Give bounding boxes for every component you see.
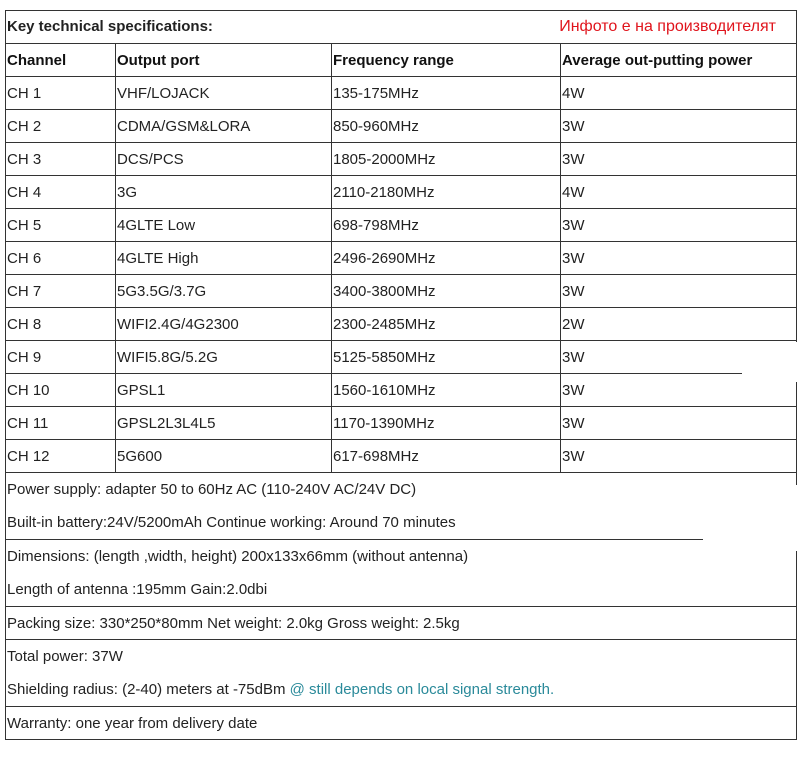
table-row (6, 77, 797, 110)
cell-power: 3W (561, 341, 797, 374)
table-row (6, 341, 797, 374)
cell-power: 3W (561, 242, 797, 275)
table-row (6, 308, 797, 341)
spec-table (5, 10, 797, 740)
power-supply: Power supply: adapter 50 to 60Hz AC (110-240V AC/24V DC) (7, 481, 417, 498)
cell-frequency: 698-798MHz (332, 209, 561, 242)
header-power: Average out-putting power (561, 44, 797, 77)
cell-power: 3W (561, 110, 797, 143)
cell-output-port: WIFI5.8G/5.2G (116, 341, 332, 374)
cell-power: 4W (561, 176, 797, 209)
cell-output-port: GPSL2L3L4L5 (116, 407, 332, 440)
cell-frequency: 1805-2000MHz (332, 143, 561, 176)
cell-output-port: 4GLTE Low (116, 209, 332, 242)
manufacturer-note: Инфото е на производителят (559, 18, 776, 35)
cell-output-port: 4GLTE High (116, 242, 332, 275)
cell-channel: CH 7 (6, 275, 116, 308)
cell-channel: CH 2 (6, 110, 116, 143)
shielding-note: @ still depends on local signal strength. (289, 681, 555, 698)
table-row (6, 209, 797, 242)
white-patch (703, 485, 805, 551)
packing: Packing size: 330*250*80mm Net weight: 2.0kg Gross weight: 2.5kg (6, 607, 797, 640)
cell-power: 3W (561, 275, 797, 308)
power-cell (6, 473, 797, 540)
cell-power: 3W (561, 143, 797, 176)
table-row (6, 242, 797, 275)
total-power: Total power: 37W (7, 648, 123, 665)
cell-output-port: VHF/LOJACK (116, 77, 332, 110)
table-row (6, 440, 797, 473)
shielding-line (7, 673, 796, 706)
cell-channel: CH 1 (6, 77, 116, 110)
header-row (6, 44, 797, 77)
cell-power: 3W (561, 209, 797, 242)
cell-output-port: CDMA/GSM&LORA (116, 110, 332, 143)
cell-frequency: 1560-1610MHz (332, 374, 561, 407)
cell-channel: CH 3 (6, 143, 116, 176)
cell-frequency: 850-960MHz (332, 110, 561, 143)
dimensions: Dimensions: (length ,width, height) 200x133x66mm (without antenna) (7, 548, 469, 565)
cell-output-port: WIFI2.4G/4G2300 (116, 308, 332, 341)
table-row (6, 110, 797, 143)
cell-channel: CH 8 (6, 308, 116, 341)
warranty: Warranty: one year from delivery date (6, 707, 797, 740)
cell-output-port: 3G (116, 176, 332, 209)
cell-channel: CH 10 (6, 374, 116, 407)
cell-frequency: 1170-1390MHz (332, 407, 561, 440)
cell-frequency: 617-698MHz (332, 440, 561, 473)
table-row (6, 176, 797, 209)
header-output-port: Output port (116, 44, 332, 77)
title-row (6, 11, 797, 44)
cell-power: 3W (561, 374, 797, 407)
cell-channel: CH 12 (6, 440, 116, 473)
cell-power: 3W (561, 407, 797, 440)
header-frequency: Frequency range (332, 44, 561, 77)
cell-output-port: 5G3.5G/3.7G (116, 275, 332, 308)
white-patch (742, 342, 805, 382)
cell-frequency: 3400-3800MHz (332, 275, 561, 308)
cell-frequency: 2110-2180MHz (332, 176, 561, 209)
battery: Built-in battery:24V/5200mAh Continue working: Around 70 minutes (7, 514, 456, 531)
cell-frequency: 2300-2485MHz (332, 308, 561, 341)
table-row (6, 143, 797, 176)
cell-frequency: 5125-5850MHz (332, 341, 561, 374)
cell-output-port: 5G600 (116, 440, 332, 473)
dimensions-cell (6, 540, 797, 607)
cell-channel: CH 5 (6, 209, 116, 242)
cell-output-port: GPSL1 (116, 374, 332, 407)
cell-output-port: DCS/PCS (116, 143, 332, 176)
table-title: Key technical specifications: (7, 18, 213, 35)
cell-power: 4W (561, 77, 797, 110)
power-shield-cell (6, 640, 797, 707)
cell-power: 2W (561, 308, 797, 341)
cell-power: 3W (561, 440, 797, 473)
header-channel: Channel (6, 44, 116, 77)
shielding: Shielding radius: (2-40) meters at -75dBm (7, 681, 290, 698)
table-row (6, 275, 797, 308)
cell-frequency: 2496-2690MHz (332, 242, 561, 275)
table-row (6, 374, 797, 407)
table-row (6, 407, 797, 440)
antenna: Length of antenna :195mm Gain:2.0dbi (7, 581, 268, 598)
cell-frequency: 135-175MHz (332, 77, 561, 110)
cell-channel: CH 9 (6, 341, 116, 374)
cell-channel: CH 11 (6, 407, 116, 440)
cell-channel: CH 4 (6, 176, 116, 209)
cell-channel: CH 6 (6, 242, 116, 275)
